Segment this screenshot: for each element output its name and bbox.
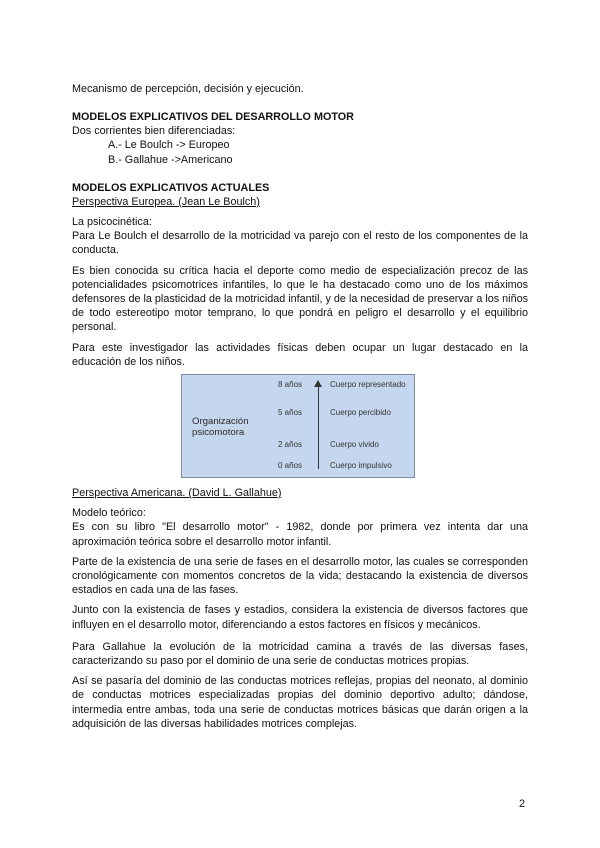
list-item: A.- Le Boulch -> Europeo bbox=[108, 139, 230, 152]
list-item: B.- Gallahue ->Americano bbox=[108, 153, 233, 166]
european-paragraph: Para Le Boulch el desarrollo de la motricidad va parejo con el resto de los componentes de la conducta. bbox=[72, 230, 528, 257]
diagram-age: 2 años bbox=[278, 440, 303, 450]
section2-heading: MODELOS EXPLICATIVOS ACTUALES bbox=[72, 181, 270, 194]
european-subtitle: La psicocinética: bbox=[72, 216, 152, 229]
diagram-stage: Cuerpo representado bbox=[330, 380, 406, 390]
european-paragraph: Para este investigador las actividades físicas deben ocupar un lugar destacado en la educación de los niños. bbox=[72, 341, 528, 368]
section1-line: Dos corrientes bien diferenciadas: bbox=[72, 125, 236, 138]
diagram-stage: Cuerpo vivido bbox=[330, 440, 379, 450]
european-title: Perspectiva Europea. (Jean Le Boulch) bbox=[72, 195, 260, 208]
up-arrow-icon bbox=[314, 380, 322, 387]
diagram-age: 0 años bbox=[278, 461, 303, 471]
american-paragraph: Así se pasaría del dominio de las conductas motrices reflejas, propias del neonato, al dominio de conductas motrices especializadas propias del dominio deportivo adulto; dándose, intermedia entre ambas, toda una serie de conductas motrices básicas que darán origen a la adquisición de las diversas habilidades motrices complejas. bbox=[72, 675, 528, 730]
page-number: 2 bbox=[519, 798, 526, 810]
diagram-label: Organización psicomotora bbox=[192, 416, 249, 439]
american-subtitle: Modelo teórico: bbox=[72, 507, 146, 520]
document-body bbox=[72, 82, 528, 731]
american-paragraph: Para Gallahue la evolución de la motricidad camina a través de las diversas fases, caracterizando su paso por el dominio de una serie de conductas motrices propias. bbox=[72, 640, 528, 668]
diagram-age: 5 años bbox=[278, 408, 303, 418]
american-paragraph: Es con su libro "El desarrollo motor" - 1982, donde por primera vez intenta dar una aproximación teórica sobre el desarrollo motor infantil. bbox=[72, 521, 528, 548]
american-title: Perspectiva Americana. (David L. Gallahue) bbox=[72, 487, 282, 500]
section1-heading: MODELOS EXPLICATIVOS DEL DESARROLLO MOTOR bbox=[72, 111, 354, 124]
diagram-stage: Cuerpo impulsivo bbox=[330, 461, 392, 471]
intro-text: Mecanismo de percepción, decisión y ejecución. bbox=[72, 83, 304, 95]
american-paragraph: Junto con la existencia de fases y estadios, considera la existencia de diversos factores que influyen en el desarrollo motor, diferenciando a estos factores en físicos y mecánicos. bbox=[72, 604, 528, 631]
diagram-age: 8 años bbox=[278, 380, 303, 390]
diagram-stage: Cuerpo percibido bbox=[330, 408, 391, 418]
european-paragraph: Es bien conocida su crítica hacia el deporte como medio de especialización precoz de las potencialidades psicomotrices infantiles, lo que le ha destacado como uno de los máximos defensores de la plasticidad de la motricidad infantil, y de la necesidad de preservar a los niños de todo estereotipo motor temprano, lo que pondrá en peligro el desarrollo y el equilibrio personal. bbox=[72, 264, 528, 334]
psychomotor-diagram bbox=[181, 374, 415, 478]
diagram-axis bbox=[318, 387, 319, 469]
american-paragraph: Parte de la existencia de una serie de fases en el desarrollo motor, las cuales se corresponden cronológicamente con momentos concretos de la vida; destacando la existencia de diversos estadios en cada una de las fases. bbox=[72, 555, 528, 597]
